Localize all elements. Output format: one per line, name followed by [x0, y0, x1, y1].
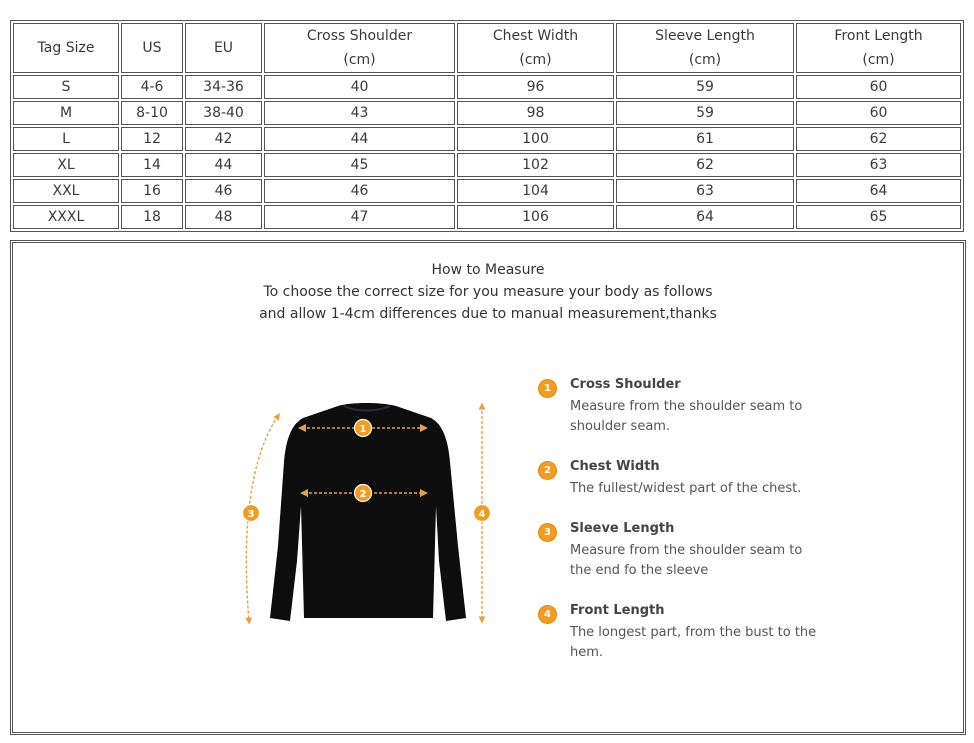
table-cell: 43	[264, 101, 455, 125]
table-cell: 106	[457, 205, 614, 229]
number-badge-icon: 4	[539, 606, 556, 623]
measure-legend	[536, 377, 826, 685]
legend-item-front-length	[536, 603, 826, 685]
legend-description: The fullest/widest part of the chest.	[570, 481, 802, 496]
measure-instruction: To choose the correct size for you measure your body as follows	[263, 284, 713, 300]
number-badge-icon: 3	[539, 524, 556, 541]
table-cell: 65	[796, 205, 961, 229]
legend-item-sleeve-length	[536, 521, 826, 603]
legend-description: The longest part, from the bust to the hem.	[570, 625, 817, 660]
table-cell: 44	[264, 127, 455, 151]
table-cell: M	[13, 101, 119, 125]
sweater-body	[270, 403, 466, 621]
header-us: US	[121, 23, 183, 73]
table-cell: 46	[264, 179, 455, 203]
legend-description: Measure from the shoulder seam to shoulder seam.	[570, 399, 803, 434]
number-badge-icon: 2	[539, 462, 556, 479]
table-cell: 46	[185, 179, 262, 203]
table-cell: 40	[264, 75, 455, 99]
legend-title: Cross Shoulder	[570, 377, 681, 392]
table-cell: 104	[457, 179, 614, 203]
marker-2: 2	[359, 489, 367, 500]
table-row	[13, 127, 961, 151]
table-cell: L	[13, 127, 119, 151]
table-cell: 4-6	[121, 75, 183, 99]
table-cell: 48	[185, 205, 262, 229]
table-cell: 34-36	[185, 75, 262, 99]
table-cell: 47	[264, 205, 455, 229]
table-cell: 42	[185, 127, 262, 151]
sweater-image	[226, 396, 506, 641]
header-eu: EU	[185, 23, 262, 73]
header-front-length: Front Length (cm)	[796, 23, 961, 73]
table-cell: XL	[13, 153, 119, 177]
table-row	[13, 205, 961, 229]
legend-description: Measure from the shoulder seam to the end fo the sleeve	[570, 543, 803, 578]
table-cell: 96	[457, 75, 614, 99]
how-to-measure-panel	[10, 240, 966, 735]
legend-title: Sleeve Length	[570, 521, 675, 536]
table-cell: 8-10	[121, 101, 183, 125]
legend-title: Chest Width	[570, 459, 660, 474]
table-cell: 18	[121, 205, 183, 229]
legend-title: Front Length	[570, 603, 665, 618]
marker-1: 1	[359, 424, 367, 435]
table-cell: 38-40	[185, 101, 262, 125]
marker-4: 4	[478, 509, 486, 520]
table-cell: 60	[796, 101, 961, 125]
table-cell: 63	[796, 153, 961, 177]
table-cell: XXL	[13, 179, 119, 203]
table-row	[13, 153, 961, 177]
legend-item-cross-shoulder	[536, 377, 826, 459]
table-header-row	[13, 23, 961, 73]
table-cell: 14	[121, 153, 183, 177]
table-cell: 45	[264, 153, 455, 177]
header-cross-shoulder: Cross Shoulder (cm)	[264, 23, 455, 73]
table-row	[13, 101, 961, 125]
table-cell: 98	[457, 101, 614, 125]
table-cell: 60	[796, 75, 961, 99]
table-row	[13, 179, 961, 203]
measure-heading: How to Measure	[431, 262, 545, 278]
table-cell: 62	[616, 153, 794, 177]
table-cell: S	[13, 75, 119, 99]
table-cell: 63	[616, 179, 794, 203]
measure-note: and allow 1-4cm differences due to manual measurement,thanks	[259, 306, 717, 322]
legend-item-chest-width	[536, 459, 826, 521]
table-cell: 44	[185, 153, 262, 177]
table-cell: 59	[616, 75, 794, 99]
table-cell: 64	[796, 179, 961, 203]
table-row	[13, 75, 961, 99]
table-cell: 59	[616, 101, 794, 125]
table-cell: 64	[616, 205, 794, 229]
table-cell: XXXL	[13, 205, 119, 229]
header-sleeve-length: Sleeve Length (cm)	[616, 23, 794, 73]
table-cell: 61	[616, 127, 794, 151]
header-chest-width: Chest Width (cm)	[457, 23, 614, 73]
table-cell: 16	[121, 179, 183, 203]
table-cell: 102	[457, 153, 614, 177]
table-cell: 100	[457, 127, 614, 151]
marker-3: 3	[247, 509, 255, 520]
header-tag-size: Tag Size	[13, 23, 119, 73]
number-badge-icon: 1	[539, 380, 556, 397]
size-chart-table	[10, 20, 964, 232]
table-cell: 62	[796, 127, 961, 151]
table-cell: 12	[121, 127, 183, 151]
measure-intro	[11, 259, 965, 325]
